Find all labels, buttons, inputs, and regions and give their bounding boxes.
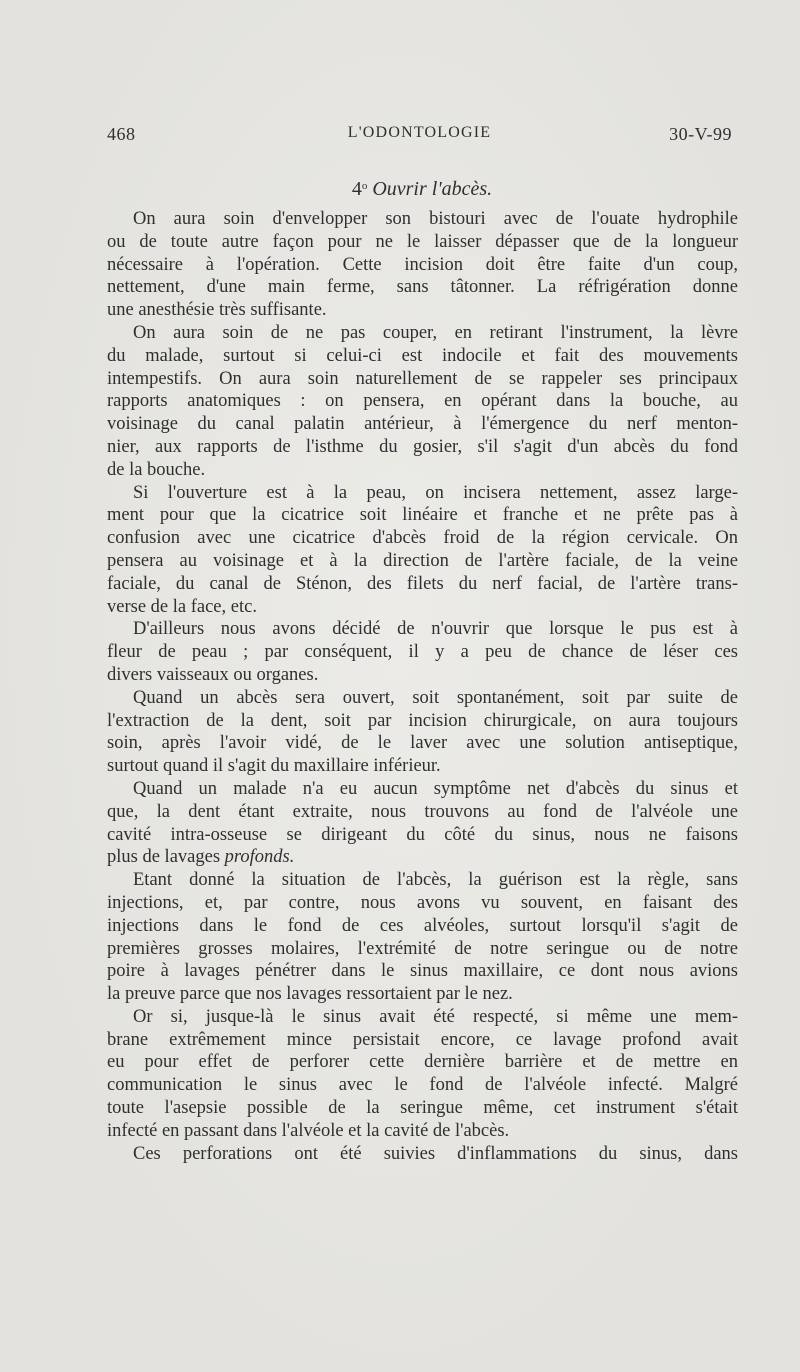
text-line: Ces perforations ont été suivies d'inflammations du sinus, dans xyxy=(133,1143,738,1164)
text-line: Etant donné la situation de l'abcès, la guérison est la règle, sans xyxy=(133,870,738,891)
text-line: On aura soin d'envelopper son bistouri avec de l'ouate hydrophile xyxy=(133,209,738,229)
text-line: toute l'asepsie possible de la seringue même, cet instrument s'était xyxy=(107,1098,738,1119)
text-line: confusion avec une cicatrice d'abcès froid de la région cervicale. On xyxy=(107,528,738,549)
text-line: ou de toute autre façon pour ne le laisser dépasser que de la longueur xyxy=(107,231,738,252)
text-line: infecté en passant dans l'alvéole et la cavité de l'abcès. xyxy=(107,1120,510,1141)
page-number: 468 xyxy=(107,124,136,144)
section-number: 4 xyxy=(351,178,362,200)
text-line: eu pour effet de perforer cette dernière barrière et de mettre en xyxy=(107,1052,738,1073)
text-line: Quand un abcès sera ouvert, soit spontanément, soit par suite de xyxy=(133,687,738,708)
emphasized-word: profonds. xyxy=(224,847,295,868)
text-line: Si l'ouverture est à la peau, on incisera nettement, assez large- xyxy=(133,482,738,503)
issue-date: 30-V-99 xyxy=(669,124,732,144)
section-title: Ouvrir l'abcès. xyxy=(372,178,493,200)
text-line: du malade, surtout si celui-ci est indocile et fait des mouvements xyxy=(107,345,738,366)
text-line: faciale, du canal de Sténon, des filets du nerf facial, de l'artère trans- xyxy=(107,573,738,594)
text-line: Or si, jusque-là le sinus avait été respecté, si même une mem- xyxy=(133,1006,738,1027)
text-line: rapports anatomiques : on pensera, en opérant dans la bouche, au xyxy=(107,391,738,412)
text-line: l'extraction de la dent, soit par incision chirurgicale, on aura toujours xyxy=(107,710,738,731)
text-line: verse de la face, etc. xyxy=(107,596,257,617)
text-line: intempestifs. On aura soin naturellement de se rappeler ses principaux xyxy=(107,368,738,389)
text-line: nettement, d'une main ferme, sans tâtonner. La réfrigération donne xyxy=(107,277,738,298)
text-line: cavité intra-osseuse se dirigeant du côté du sinus, nous ne faisons xyxy=(107,824,738,845)
page-header xyxy=(107,124,732,150)
text-line: la preuve parce que nos lavages ressortaient par le nez. xyxy=(107,984,513,1005)
text-line: nier, aux rapports de l'isthme du gosier, s'il s'agit d'un abcès du fond xyxy=(107,436,738,457)
text-line: voisinage du canal palatin antérieur, à l'émergence du nerf menton- xyxy=(107,414,738,435)
text-line: fleur de peau ; par conséquent, il y a peu de chance de léser ces xyxy=(107,642,738,663)
journal-title: L'ODONTOLOGIE xyxy=(347,124,492,141)
text-line: On aura soin de ne pas couper, en retirant l'instrument, la lèvre xyxy=(133,322,738,343)
text-line: de la bouche. xyxy=(107,459,206,480)
text-line: soin, après l'avoir vidé, de le laver avec une solution antiseptique, xyxy=(107,733,738,754)
text-line: nécessaire à l'opération. Cette incision doit être faite d'un coup, xyxy=(107,254,738,275)
text-line: surtout quand il s'agit du maxillaire inférieur. xyxy=(107,756,441,777)
text-line: brane extrêmement mince persistait encore, ce lavage profond avait xyxy=(107,1029,738,1050)
text-line: injections, et, par contre, nous avons vu souvent, en faisant des xyxy=(107,892,738,913)
text-line: Quand un malade n'a eu aucun symptôme net d'abcès du sinus et xyxy=(133,778,738,799)
section-ordinal-mark: o xyxy=(361,180,368,192)
text-line: D'ailleurs nous avons décidé de n'ouvrir que lorsque le pus est à xyxy=(133,619,738,640)
line-text: plus de lavages xyxy=(107,847,225,868)
text-line: injections dans le fond de ces alvéoles, surtout lorsqu'il s'agit de xyxy=(107,915,738,936)
text-line-with-emphasis xyxy=(107,846,738,869)
text-line: une anesthésie très suffisante. xyxy=(107,300,327,321)
text-line: ment pour que la cicatrice soit linéaire et franche et ne prête pas à xyxy=(107,505,738,526)
text-line: divers vaisseaux ou organes. xyxy=(107,664,319,685)
text-line: poire à lavages pénétrer dans le sinus maxillaire, ce dont nous avions xyxy=(107,961,738,982)
text-line: pensera au voisinage et à la direction de l'artère faciale, de la veine xyxy=(107,550,738,571)
text-line: premières grosses molaires, l'extrémité de notre seringue ou de notre xyxy=(107,938,738,959)
section-heading xyxy=(107,172,737,203)
text-line: communication le sinus avec le fond de l'alvéole infecté. Malgré xyxy=(107,1075,738,1096)
article-body xyxy=(107,208,738,1165)
text-line: que, la dent étant extraite, nous trouvons au fond de l'alvéole une xyxy=(107,801,738,822)
